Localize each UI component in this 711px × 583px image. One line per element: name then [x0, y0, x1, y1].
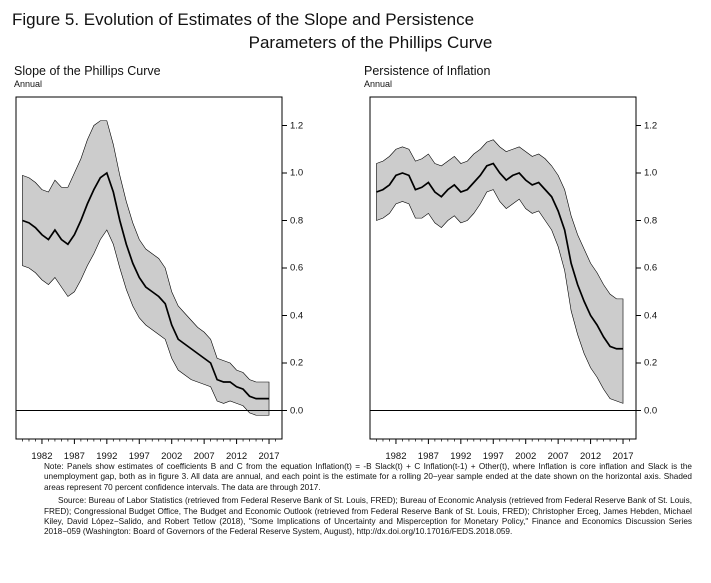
figure-notes — [44, 462, 692, 541]
y-tick-label: 0.2 — [644, 357, 658, 369]
x-tick-label: 2012 — [226, 451, 248, 462]
x-tick-label: 1992 — [450, 451, 472, 462]
note-text: Panels show estimates of coefficients B and C from the equation Inflation(t) = -B Slack(t) + C Inflation(t-1) + Other(t), where Inflation is core inflation and Slack is the unemployment gap, both as in figure 3. All data are annual, and each point is the estimate for a rolling 20−year sample ended at the date shown on the horizontal axis. Shaded areas represent 70 percent confidence intervals. The data are through 2017. — [44, 462, 692, 492]
x-tick-label: 2017 — [258, 451, 280, 462]
x-tick-label: 2002 — [161, 451, 183, 462]
source-text: Bureau of Labor Statistics (retrieved from Federal Reserve Bank of St. Louis, FRED); Bureau of Economic Analysis (retrieved from Federal Reserve Bank of St. Louis, FRED); Congressional Budget Office, The Budget and Economic Outlook (retrieved from Federal Reserve Bank of St. Louis, FRED); Christopher Erceg, James Hebden, Michael Kiley, David López−Salido, and Robert Tetlow (2018), "Some Implications of Uncertainty and Misperception for Monetary Policy," Finance and Economics Discussion Series 2018−059 (Washington: Board of Governors of the Federal Reserve System, August), http://dx.doi.org/10.17016/FEDS.2018.059. — [44, 496, 692, 537]
panel-slope-unit: Annual — [14, 79, 43, 89]
source-inline — [44, 496, 692, 538]
x-tick-label: 2017 — [612, 451, 634, 462]
y-tick-label: 0.8 — [290, 215, 304, 226]
panel-persistence-plot — [362, 91, 698, 465]
y-tick-label: 0.2 — [290, 357, 304, 369]
y-tick-label: 0.4 — [644, 310, 658, 321]
panel-persistence — [362, 64, 698, 465]
note-label: Note: — [44, 462, 64, 471]
x-tick-label: 1987 — [63, 451, 85, 462]
plot-frame — [370, 97, 636, 439]
x-tick-label: 2002 — [515, 451, 537, 462]
panel-slope — [12, 64, 342, 465]
x-tick-label: 1987 — [417, 451, 439, 462]
y-tick-label: 0.4 — [290, 310, 304, 321]
y-tick-label: 1.2 — [290, 120, 304, 131]
y-tick-label: 1.2 — [644, 120, 658, 131]
y-tick-label: 0.8 — [644, 215, 658, 226]
note-block — [44, 462, 692, 493]
y-tick-label: 0.6 — [290, 262, 304, 274]
x-tick-label: 2007 — [547, 451, 569, 462]
source-block — [44, 496, 692, 538]
y-tick-label: 1.0 — [290, 167, 304, 179]
figure-title-line2: Parameters of the Phillips Curve — [248, 33, 493, 52]
panel-slope-title: Slope of the Phillips Curve — [14, 64, 161, 78]
y-tick-label: 0.0 — [644, 405, 658, 416]
x-tick-label: 1997 — [128, 451, 150, 462]
figure-title-line1: Figure 5. Evolution of Estimates of the Slope and Persistence — [12, 10, 475, 29]
figure-title — [0, 8, 711, 54]
source-label: Source: — [58, 496, 87, 506]
x-tick-label: 1982 — [385, 451, 407, 462]
x-tick-label: 1997 — [482, 451, 504, 462]
panel-slope-plot — [12, 91, 342, 465]
panel-persistence-title: Persistence of Inflation — [364, 64, 491, 78]
y-tick-label: 1.0 — [644, 167, 658, 179]
x-tick-label: 2007 — [193, 451, 215, 462]
x-tick-label: 1982 — [31, 451, 53, 462]
panel-persistence-unit: Annual — [364, 79, 393, 89]
x-tick-label: 1992 — [96, 451, 118, 462]
y-tick-label: 0.6 — [644, 262, 658, 274]
y-tick-label: 0.0 — [290, 405, 304, 416]
x-tick-label: 2012 — [580, 451, 602, 462]
